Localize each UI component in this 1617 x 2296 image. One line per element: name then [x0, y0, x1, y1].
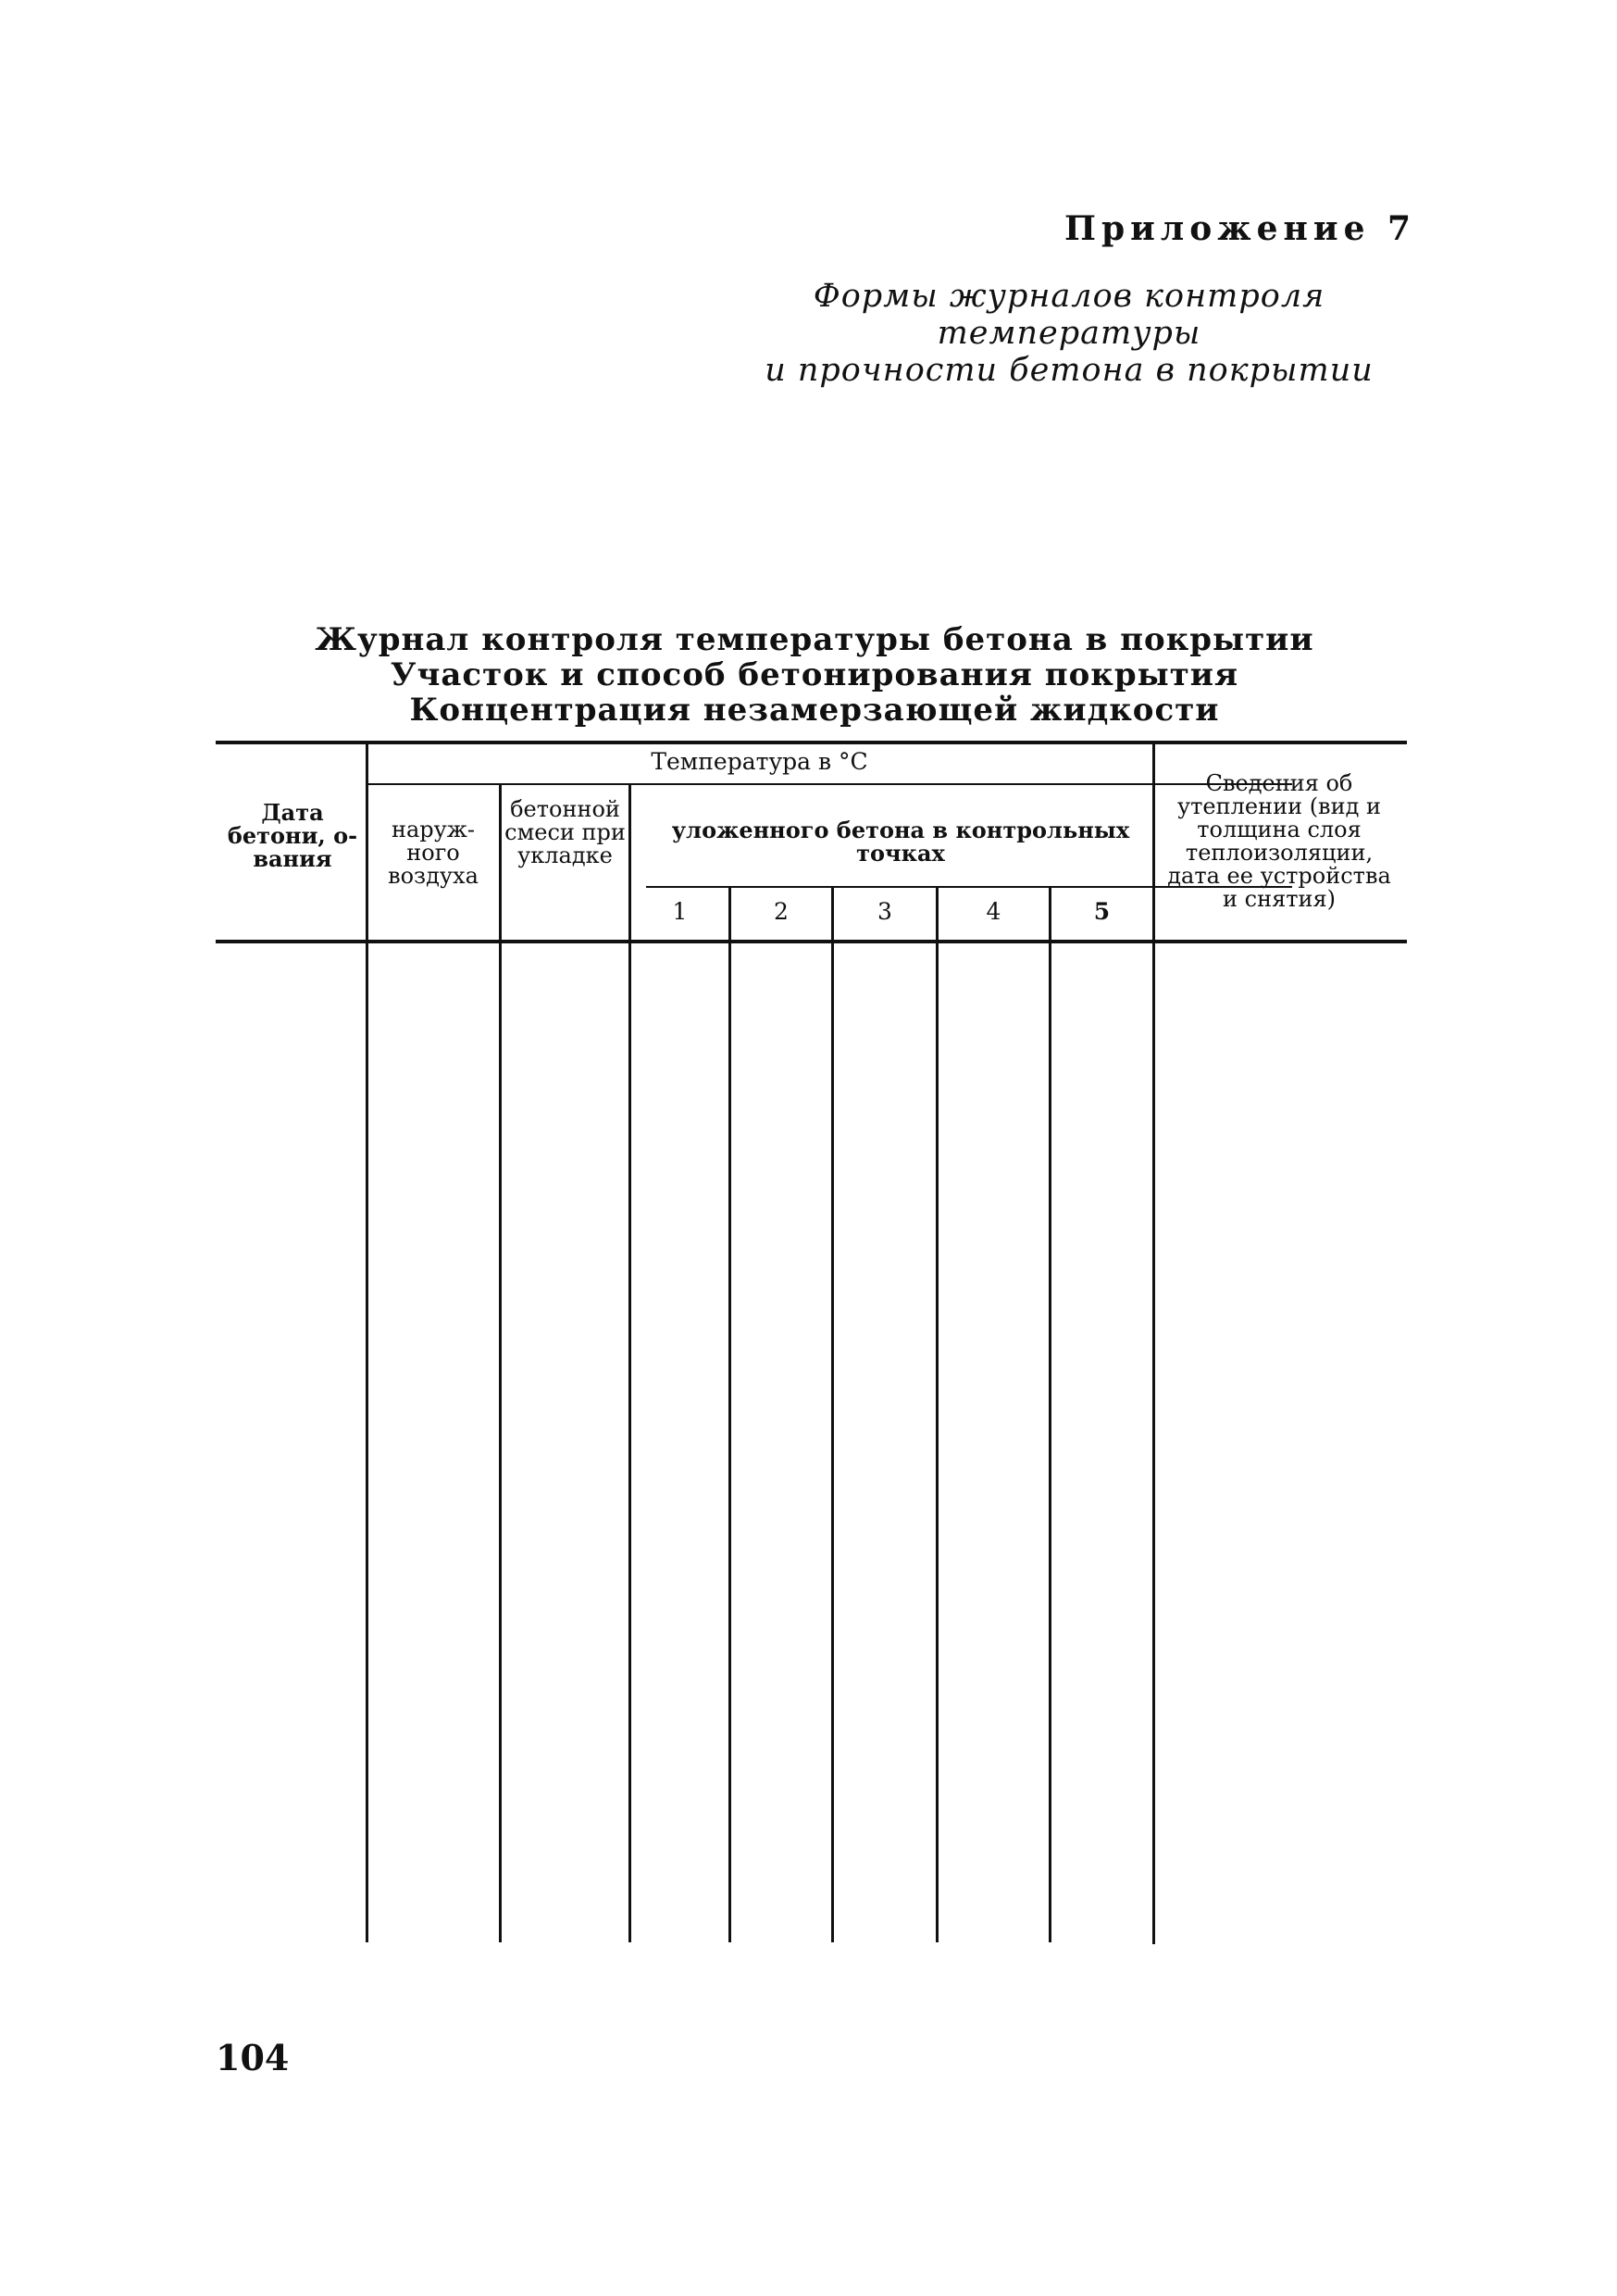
header-outside-air: наружного воздуха [388, 817, 479, 889]
header-date: Дата бетони, ования [227, 799, 358, 872]
header-temperature: Температура в °C [651, 748, 868, 775]
header-concrete-mix: бетонной смеси при укладке [504, 796, 626, 868]
appendix-subtitle-line-1: Формы журналов контроля температуры [813, 278, 1325, 352]
temperature-journal-table [216, 741, 1407, 1944]
col-rule-insulation [1152, 741, 1155, 1944]
journal-title [213, 622, 1416, 728]
header-point-3: 3 [877, 898, 892, 925]
col-rule-point-1 [728, 887, 731, 1942]
header-point-2: 2 [774, 898, 789, 925]
journal-title-line-3: Концентрация незамерзающей жидкости [409, 692, 1220, 729]
header-insulation: Сведения об утеплении (вид и толщина слоя теплоизоляции, дата ее устройства и снятия) [1167, 770, 1391, 912]
col-rule-air [499, 784, 502, 1942]
col-rule-point-2 [831, 887, 834, 1942]
header-laid-concrete: уложенного бетона в контрольных точках [671, 817, 1130, 867]
journal-title-line-1: Журнал контроля температуры бетона в покрытии [315, 621, 1314, 658]
col-rule-mix [628, 784, 631, 1942]
header-point-5: 5 [1093, 898, 1111, 925]
appendix-subtitle-line-2: и прочности бетона в покрытии [765, 352, 1374, 389]
col-rule-point-4 [1049, 887, 1051, 1942]
table-top-rule [216, 741, 1407, 744]
header-point-1: 1 [672, 898, 688, 925]
appendix-subtitle [703, 278, 1435, 389]
appendix-label: Приложение 7 [1064, 209, 1417, 248]
header-bottom-rule [216, 940, 1407, 943]
col-rule-point-3 [936, 887, 939, 1942]
header-point-4: 4 [986, 898, 1001, 925]
journal-title-line-2: Участок и способ бетонирования покрытия [390, 656, 1239, 693]
page-number: 104 [216, 2037, 290, 2078]
col-rule-date [366, 741, 368, 1942]
